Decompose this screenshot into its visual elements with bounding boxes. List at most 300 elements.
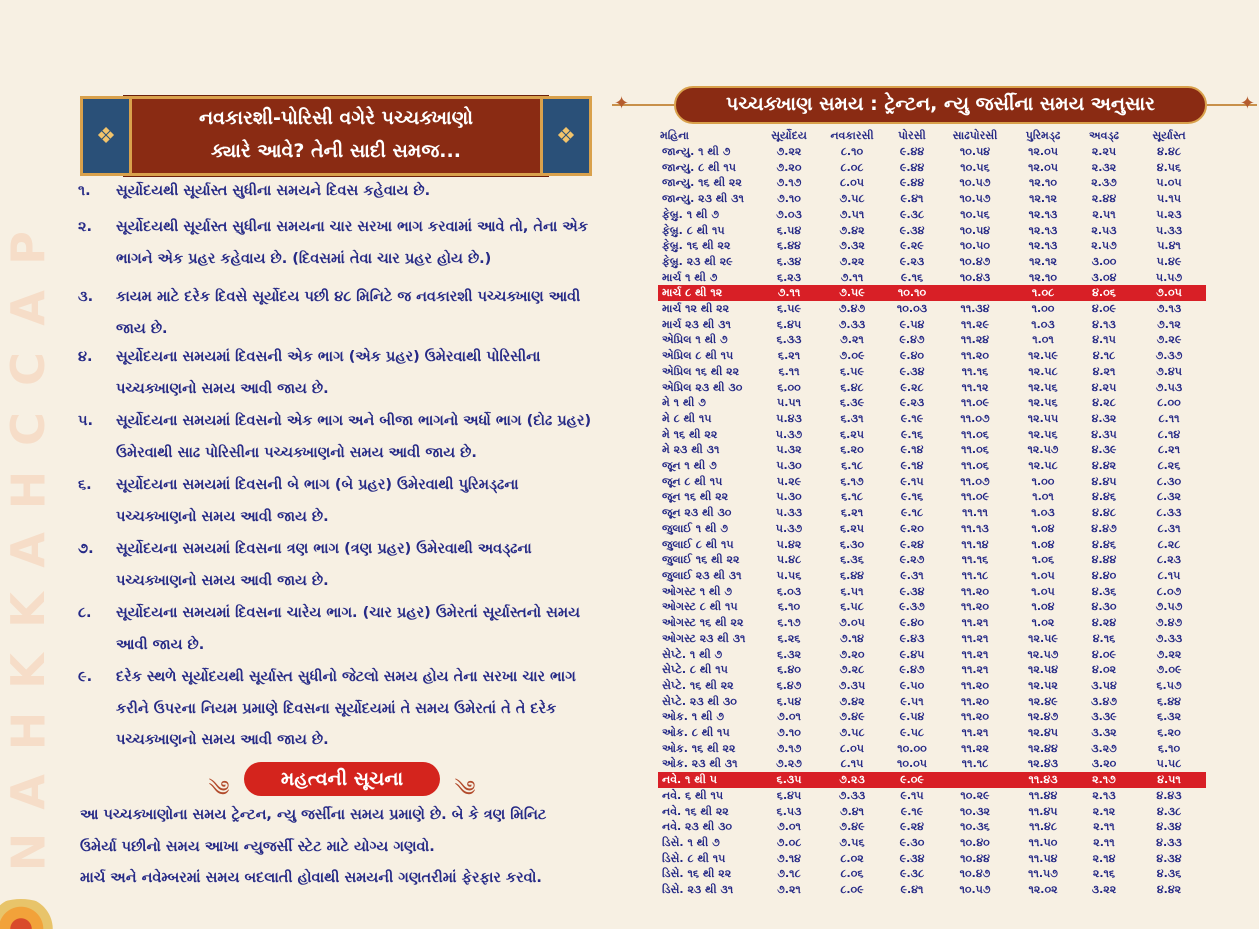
month-cell: સેપ્ટે. ૮ થી ૧૫ <box>662 663 728 677</box>
swirl-ornament-icon: ༄ <box>454 777 476 802</box>
month-cell: ડિસે. ૮ થી ૧૫ <box>662 851 726 865</box>
time-cell: ૯.૨૪ <box>900 820 924 834</box>
time-cell: ૯.૦૯ <box>884 772 940 788</box>
column-header: મહિના <box>660 128 689 142</box>
table-header-row <box>658 127 1206 144</box>
time-cell: ૯.૧૯ <box>900 804 924 818</box>
rule-text: સૂર્યોદયથી સૂર્યાસ્ત સુધીના સમયને દિવસ કહેવાય છે. <box>116 183 431 199</box>
time-cell: ૨.૧૭ <box>1076 772 1132 788</box>
time-cell: ૮.૩૦ <box>1156 474 1182 488</box>
time-cell: ૭.૧૨ <box>1157 317 1181 331</box>
notice-line: માર્ચ અને નવેમ્બરમાં સમય બદલાતી હોવાથી સમયની ગણતરીમાં ફેરફાર કરવો. <box>80 870 542 886</box>
time-cell: ૫.૫૮ <box>1156 757 1182 771</box>
month-cell: એપ્રિલ ૨૩ થી ૩૦ <box>662 380 743 394</box>
time-cell: ૬.૫૯ <box>839 364 865 378</box>
time-cell: ૭.૧૪ <box>776 851 802 865</box>
table-row <box>658 662 1206 678</box>
time-cell: ૭.૧૩ <box>1156 302 1182 316</box>
time-cell: ૮.૩૩ <box>1156 506 1182 520</box>
month-cell: એપ્રિલ ૮ થી ૧૫ <box>662 349 734 363</box>
time-cell: ૪.૩૬ <box>1091 584 1117 598</box>
time-cell: ૬.૧૭ <box>840 474 864 488</box>
time-cell: ૭.૨૮ <box>839 663 865 677</box>
time-cell: ૧૧.૨૦ <box>960 710 990 724</box>
time-cell: ૮.૦૯ <box>840 883 864 897</box>
time-cell: ૨.૧૨ <box>1092 804 1116 818</box>
time-cell: ૪.૦૨ <box>1091 663 1117 677</box>
time-cell: ૩.૦૪ <box>1091 270 1117 284</box>
time-cell: ૭.૪૯ <box>839 820 865 834</box>
time-cell: ૧૧.૧૩ <box>961 521 989 535</box>
time-cell: ૧૨.૫૭ <box>1027 443 1059 457</box>
table-row <box>658 772 1206 788</box>
time-cell: ૪.૩૫ <box>1091 427 1117 441</box>
table-row <box>658 411 1206 427</box>
time-cell: ૧૧.૪૪ <box>1028 788 1058 802</box>
table-row <box>658 254 1206 270</box>
time-cell: ૯.૪૭ <box>899 663 925 677</box>
month-cell: ઓક. ૧૬ થી ૨૨ <box>662 741 736 755</box>
time-cell: ૬.૧૮ <box>841 459 863 473</box>
time-cell: ૪.૪૬ <box>1092 537 1116 551</box>
title-text <box>138 102 534 168</box>
time-cell: ૯.૧૬ <box>900 427 924 441</box>
table-row <box>658 223 1206 239</box>
month-cell: સેપ્ટે. ૧ થી ૭ <box>662 647 723 661</box>
time-cell: ૪.૨૫ <box>1091 380 1117 394</box>
time-cell: ૪.૧૩ <box>1092 317 1116 331</box>
time-cell: ૪.૦૯ <box>1091 647 1117 661</box>
time-cell: ૨.૩૭ <box>1091 176 1117 190</box>
time-cell: ૯.૪૪ <box>899 160 925 174</box>
time-cell: ૧.૦૫ <box>1031 584 1055 598</box>
time-cell: ૫.૪૧ <box>1157 239 1181 253</box>
time-cell: ૬.૧૦ <box>777 600 801 614</box>
month-cell: જુલાઈ ૮ થી ૧૫ <box>662 537 734 551</box>
month-cell: જાન્યુ. ૧ થી ૭ <box>662 145 731 158</box>
table-row <box>658 647 1206 663</box>
time-cell: ૧.૦૨ <box>1031 616 1055 630</box>
time-cell: ૧૨.૧૦ <box>1028 270 1058 284</box>
month-cell: ડિસે. ૧ થી ૭ <box>662 835 720 849</box>
time-cell: ૯.૩૪ <box>899 851 925 865</box>
time-cell: ૩.૩૯ <box>1091 710 1117 724</box>
flower-decoration-icon <box>0 899 64 929</box>
time-cell: ૯.૩૪ <box>899 364 925 378</box>
time-cell: ૪.૪૮ <box>1092 506 1116 520</box>
rule-text: દરેક સ્થળે સૂર્યોદયથી સૂર્યાસ્ત સુધીનો જેટલો સમય હોય તેના સરખા ચાર ભાગ કરીને ઉપરના નિયમ પ્રમાણે દિવસના સૂર્યોદયમાં તે સમય ઉમેરતાં તે તે દરેક પચ્ચક્ખાણનો સમય આવી જાય છે. <box>116 669 576 748</box>
time-cell: ૪.૧૫ <box>1092 333 1116 347</box>
time-cell: ૬.૨૦ <box>1157 726 1181 740</box>
time-cell: ૮.૩૧ <box>1157 521 1181 535</box>
time-cell: ૧.૦૦ <box>1031 302 1055 316</box>
time-cell: ૭.૪૯ <box>839 710 865 724</box>
time-cell: ૧.૦૩ <box>1031 317 1055 331</box>
time-cell: ૧૨.૧૩ <box>1028 239 1058 253</box>
time-cell: ૧૦.૫૪ <box>959 223 991 237</box>
time-cell: ૮.૦૫ <box>839 741 865 755</box>
time-cell: ૪.૧૬ <box>1092 631 1116 645</box>
time-cell: ૯.૨૭ <box>899 553 925 567</box>
time-cell: ૭.૦૧ <box>777 710 801 724</box>
table-row <box>658 631 1206 647</box>
time-cell: ૮.૦૦ <box>1157 396 1181 410</box>
time-cell: ૧૦.૫૭ <box>959 192 991 206</box>
time-cell: ૭.૪૭ <box>1155 616 1183 630</box>
time-cell: ૪.૩૦ <box>1091 600 1117 614</box>
time-cell: ૧૧.૨૪ <box>960 333 990 347</box>
time-cell: ૧૦.૩૨ <box>960 804 990 818</box>
time-cell <box>940 772 1010 788</box>
time-cell: ૪.૪૫ <box>1091 474 1117 488</box>
time-cell: ૯.૨૪ <box>900 537 924 551</box>
time-cell: ૧૨.૫૯ <box>1028 631 1058 645</box>
month-cell: ડિસે. ૨૩ થી ૩૧ <box>662 883 734 897</box>
month-cell: મે ૮ થી ૧૫ <box>662 411 712 425</box>
table-row <box>658 505 1206 521</box>
time-cell: ૬.૩૦ <box>839 537 865 551</box>
time-cell: ૧૧.૨૧ <box>961 616 989 630</box>
time-cell: ૭.૦૮ <box>776 835 802 849</box>
watermark-letter: H <box>1 470 55 509</box>
time-cell: ૪.૨૧ <box>1092 364 1116 378</box>
time-cell: ૧૧.૨૨ <box>961 741 989 755</box>
column-header: પુરિમડ્ઢ <box>1025 128 1061 142</box>
time-cell: ૧૨.૫૪ <box>1027 663 1059 677</box>
time-cell: ૬.૨૩ <box>776 270 802 284</box>
rule-number: ૭. <box>78 541 94 557</box>
month-cell: જાન્યુ. ૮ થી ૧૫ <box>662 160 737 174</box>
time-cell: ૫.૦૫ <box>1156 176 1182 190</box>
time-cell: ૧૨.૦૫ <box>1028 160 1058 174</box>
time-cell: ૬.૪૪ <box>840 568 864 582</box>
time-cell: ૪.૧૮ <box>1092 349 1116 363</box>
time-cell: ૬.૨૫ <box>839 521 865 535</box>
time-cell: ૫.૨૯ <box>776 474 802 488</box>
time-cell: ૯.૩૮ <box>899 207 925 221</box>
time-cell: ૧૦.૫૬ <box>960 160 990 174</box>
month-cell: સેપ્ટે. ૨૩ થી ૩૦ <box>662 694 737 708</box>
time-cell: ૭.૨૦ <box>839 647 865 661</box>
time-cell: ૬.૩૨ <box>776 647 802 661</box>
time-cell: ૪.૦૯ <box>1091 302 1117 316</box>
time-cell: ૯.૨૯ <box>900 239 924 253</box>
time-cell: ૪.૪૬ <box>1092 490 1116 504</box>
time-cell: ૭.૧૦ <box>777 192 801 206</box>
time-cell: ૧૧.૫૭ <box>1028 867 1058 881</box>
time-cell: ૧૧.૦૭ <box>960 474 990 488</box>
time-cell: ૭.૫૭ <box>1155 600 1183 614</box>
column-header: અવડ્ઢ <box>1089 128 1119 142</box>
time-cell: ૬.૫૪ <box>776 694 802 708</box>
time-cell: ૧૨.૪૩ <box>1027 757 1059 771</box>
time-cell: ૧૧.૨૦ <box>960 349 990 363</box>
time-cell: ૬.૩૪ <box>776 254 802 268</box>
time-cell: ૬.૫૧ <box>840 584 864 598</box>
time-cell: ૭.૫૧ <box>839 207 865 221</box>
table-row <box>658 552 1206 568</box>
month-cell: ફેબ્રુ. ૮ થી ૧૫ <box>662 223 725 237</box>
time-cell: ૮.૦૨ <box>840 851 864 865</box>
time-cell: ૧૧.૨૦ <box>960 600 990 614</box>
month-cell: જાન્યુ. ૨૩ થી ૩૧ <box>662 192 744 206</box>
time-cell: ૬.૫૯ <box>776 302 802 316</box>
month-cell: નવે. ૧૬ થી ૨૨ <box>662 804 729 818</box>
time-cell: ૬.૫૪ <box>776 223 802 237</box>
time-cell: ૪.૪૮ <box>1157 145 1181 158</box>
time-cell: ૫.૧૫ <box>1156 192 1182 206</box>
time-cell: ૪.૪૪ <box>1091 553 1117 567</box>
time-cell: ૧.૦૧ <box>1032 490 1054 504</box>
table-title-banner <box>612 86 1257 124</box>
watermark-letter: C <box>0 351 55 386</box>
time-cell: ૧૨.૪૪ <box>1028 741 1058 755</box>
time-cell: ૨.૧૬ <box>1092 867 1116 881</box>
table-row <box>658 285 1206 301</box>
table-row <box>658 835 1206 851</box>
time-cell: ૭.૩૨ <box>839 239 865 253</box>
time-cell: ૯.૧૫ <box>900 474 924 488</box>
time-cell: ૫.૩૦ <box>776 459 802 473</box>
time-cell: ૭.૨૧ <box>777 883 801 897</box>
time-cell: ૮.૧૫ <box>840 757 864 771</box>
time-cell: ૧૦.૪૪ <box>960 851 990 865</box>
time-cell: ૪.૪૦ <box>1091 568 1117 582</box>
time-cell: ૧૨.૪૯ <box>1028 694 1058 708</box>
time-cell: ૯.૫૧ <box>900 694 924 708</box>
time-cell: ૭.૪૭ <box>838 302 866 316</box>
time-cell: ૭.૨૯ <box>1156 333 1182 347</box>
time-cell: ૬.૫૮ <box>840 600 864 614</box>
table-row <box>658 380 1206 396</box>
table-row <box>658 741 1206 757</box>
time-cell: ૮.૩૨ <box>1156 490 1181 504</box>
time-cell: ૧૨.૫૭ <box>1027 647 1059 661</box>
time-cell: ૫.૨૩ <box>1156 207 1182 221</box>
time-cell: ૯.૩૧ <box>900 568 924 582</box>
time-cell: ૧૧.૨૦ <box>960 584 990 598</box>
rule-number: ૮. <box>78 605 92 621</box>
time-cell: ૬.૧૮ <box>841 490 863 504</box>
time-cell: ૫.૫૭ <box>1155 270 1183 284</box>
time-cell: ૧૧.૧૮ <box>961 568 989 582</box>
time-cell: ૧૨.૫૬ <box>1028 380 1058 394</box>
time-cell: ૪.૩૬ <box>1156 867 1182 881</box>
month-cell: જુલાઈ ૧ થી ૭ <box>662 521 729 535</box>
side-watermark-word <box>2 225 54 875</box>
ornament-icon: ✦ <box>614 93 630 114</box>
month-cell: ડિસે. ૧૬ થી ૨૨ <box>662 867 732 881</box>
time-cell: ૯.૪૫ <box>899 647 925 661</box>
time-cell: ૬.૩૧ <box>840 411 864 425</box>
time-cell: ૧.૦૪ <box>1031 600 1055 614</box>
time-cell: ૭.૫૯ <box>820 285 884 301</box>
time-cell: ૯.૧૯ <box>900 411 924 425</box>
swirl-ornament-icon: ༄ <box>208 777 230 802</box>
time-cell: ૬.૪૦ <box>777 663 801 677</box>
time-cell: ૪.૦૬ <box>1076 285 1132 301</box>
table-row <box>658 238 1206 254</box>
month-cell: માર્ચ ૨૩ થી ૩૧ <box>662 317 731 331</box>
table-row <box>658 160 1206 176</box>
time-cell: ૮.૨૮ <box>1157 537 1181 551</box>
time-cell: ૧૧.૧૬ <box>961 553 989 567</box>
time-cell: ૬.૨૧ <box>777 349 801 363</box>
time-cell: ૯.૫૪ <box>899 710 925 724</box>
time-cell: ૧૧.૫૪ <box>1028 851 1058 865</box>
table-row <box>658 175 1206 191</box>
month-cell: માર્ચ ૮ થી ૧૨ <box>658 285 758 301</box>
month-cell: ઓક. ૧ થી ૭ <box>662 710 725 724</box>
time-cell: ૭.૫૬ <box>839 835 865 849</box>
time-cell: ૩.૨૦ <box>1091 757 1117 771</box>
time-cell: ૭.૪૨ <box>839 223 865 237</box>
time-cell: ૧૧.૨૦ <box>960 694 990 708</box>
time-cell: ૩.૩૨ <box>1091 726 1117 740</box>
time-cell: ૧૦.૦૩ <box>896 302 928 316</box>
time-cell: ૬.૫૭ <box>1156 678 1182 692</box>
time-cell: ૭.૪૫ <box>1156 364 1182 378</box>
title-line-2: ક્યારે આવે? તેની સાદી સમજ... <box>211 140 461 162</box>
time-cell: ૨.૧૪ <box>1092 851 1116 865</box>
time-cell: ૧૧.૧૨ <box>961 380 989 394</box>
month-cell: જૂન ૨૩ થી ૩૦ <box>662 506 732 520</box>
time-cell: ૯.૨૮ <box>900 380 924 394</box>
time-cell: ૯.૪૧ <box>900 883 924 897</box>
time-cell: ૨.૧૩ <box>1092 788 1116 802</box>
time-cell: ૪.૨૮ <box>1092 396 1116 410</box>
time-cell: ૧૧.૦૯ <box>960 490 990 504</box>
time-cell: ૫.૪૩ <box>776 411 802 425</box>
table-row <box>658 301 1206 317</box>
time-cell: ૭.૩૩ <box>838 317 866 331</box>
month-cell: જાન્યુ. ૧૬ થી ૨૨ <box>662 176 742 190</box>
rule-number: ૪. <box>78 349 93 365</box>
time-cell: ૯.૩૭ <box>899 600 925 614</box>
time-cell: ૭.૧૪ <box>839 631 865 645</box>
month-cell: ઓક. ૨૩ થી ૩૧ <box>662 757 738 771</box>
table-row <box>658 804 1206 820</box>
month-cell: એપ્રિલ ૧ થી ૭ <box>662 333 728 347</box>
time-cell: ૯.૧૪ <box>900 443 924 457</box>
time-cell: ૨.૧૧ <box>1093 835 1115 849</box>
time-cell: ૧૦.૨૯ <box>960 788 990 802</box>
time-cell: ૯.૩૪ <box>899 584 925 598</box>
month-cell: માર્ચ ૧ થી ૭ <box>662 270 718 284</box>
watermark-letter: K <box>1 652 55 689</box>
notice-line: ઉમેર્યા પછીનો સમય આખા ન્યુજર્સી સ્ટેટ માટે યોગ્ય ગણવો. <box>80 838 435 855</box>
table-row <box>658 489 1206 505</box>
table-row <box>658 537 1206 553</box>
month-cell: જૂન ૧ થી ૭ <box>662 459 717 473</box>
time-cell: ૧૨.૦૫ <box>1028 145 1058 158</box>
time-cell: ૯.૧૬ <box>900 270 924 284</box>
table-row <box>658 709 1206 725</box>
time-cell: ૧૧.૦૬ <box>961 427 989 441</box>
time-cell: ૧૨.૧૨ <box>1029 254 1057 268</box>
time-cell: ૭.૧૦ <box>777 726 801 740</box>
ornament-icon: ❖ <box>540 96 592 176</box>
time-cell: ૮.૦૮ <box>840 160 864 174</box>
table-row <box>658 427 1206 443</box>
time-cell: ૬.૩૨ <box>1156 710 1182 724</box>
notice-text <box>80 800 600 895</box>
time-cell: ૭.૧૧ <box>758 285 820 301</box>
time-cell: ૨.૨૫ <box>1091 145 1117 158</box>
rule-number: ૨. <box>78 219 93 235</box>
time-cell: ૧૧.૨૧ <box>961 647 989 661</box>
time-cell: ૨.૫૩ <box>1091 223 1117 237</box>
time-cell: ૯.૧૮ <box>900 506 924 520</box>
table-row <box>658 694 1206 710</box>
rule-text: સૂર્યોદયથી સૂર્યાસ્ત સુધીના સમયના ચાર સરખા ભાગ કરવામાં આવે તો, તેના એક ભાગને એક પ્રહર કહેવાય છે. (દિવસમાં તેવા ચાર પ્રહર હોય છે.) <box>116 219 588 267</box>
time-cell: ૫.૪૨ <box>776 537 802 551</box>
table-row <box>658 207 1206 223</box>
time-cell: ૧૧.૧૮ <box>961 757 989 771</box>
time-cell: ૭.૪૨ <box>839 694 865 708</box>
time-cell: ૧૧.૦૬ <box>961 443 989 457</box>
time-cell: ૬.૪૪ <box>1157 694 1181 708</box>
time-cell: ૭.૧૮ <box>777 867 801 881</box>
watermark-letter: H <box>1 711 55 751</box>
time-cell: ૮.૧૧ <box>1158 411 1180 425</box>
time-cell: ૮.૨૬ <box>1157 459 1181 473</box>
time-cell: ૬.૧૦ <box>1157 741 1181 755</box>
month-cell: જુલાઈ ૨૩ થી ૩૧ <box>662 568 742 582</box>
time-cell: ૭.૧૭ <box>776 176 802 190</box>
rule-text: સૂર્યોદયના સમયમાં દિવસના ચારેય ભાગ. (ચાર પ્રહર) ઉમેરતાં સૂર્યાસ્તનો સમય આવી જાય છે. <box>116 605 581 653</box>
time-cell: ૧૧.૦૭ <box>960 411 990 425</box>
time-cell: ૧૧.૨૧ <box>961 631 989 645</box>
rule-text: સૂર્યોદયના સમયમાં દિવસની એક ભાગ (એક પ્રહર) ઉમેરવાથી પોરિસીના પચ્ચક્ખાણનો સમય આવી જાય છે. <box>116 349 541 397</box>
time-cell: ૬.૦૩ <box>776 584 802 598</box>
watermark-letter: A <box>0 532 55 568</box>
time-cell: ૧૦.૦૦ <box>897 741 927 755</box>
month-cell: મે ૧૬ થી ૨૨ <box>662 427 718 441</box>
table-row <box>658 364 1206 380</box>
time-cell: ૧૦.૫૬ <box>960 207 990 221</box>
time-cell: ૭.૩૩ <box>838 788 866 802</box>
time-cell: ૧૨.૦૨ <box>1028 883 1058 897</box>
column-header: સૂર્યાસ્ત <box>1152 128 1186 142</box>
rule-number: ૯. <box>78 669 93 685</box>
time-cell: ૮.૧૪ <box>1157 427 1181 441</box>
time-cell: ૧૦.૫૦ <box>959 239 991 253</box>
time-cell: ૫.૩૭ <box>775 521 803 535</box>
table-row <box>658 866 1206 882</box>
table-row <box>658 348 1206 364</box>
time-cell: ૭.૩૫ <box>838 678 866 692</box>
column-header: પોરસી <box>898 128 926 142</box>
time-cell: ૧૨.૫૬ <box>1028 427 1058 441</box>
time-cell: ૧.૦૩ <box>1031 506 1055 520</box>
table-row <box>658 474 1206 490</box>
month-cell: ઓગસ્ટ ૮ થી ૧૫ <box>662 600 738 614</box>
time-cell: ૬.૧૭ <box>777 616 801 630</box>
time-cell: ૬.૨૫ <box>839 427 865 441</box>
time-cell: ૧૦.૫૪ <box>959 145 991 158</box>
time-cell: ૧૨.૫૮ <box>1028 459 1058 473</box>
table-row <box>658 521 1206 537</box>
time-cell: ૬.૧૧ <box>778 364 800 378</box>
time-cell: ૮.૦૫ <box>839 176 865 190</box>
time-cell: ૭.૨૦ <box>776 160 802 174</box>
watermark-letter: A <box>0 290 55 327</box>
time-cell: ૧.૦૮ <box>1010 285 1076 301</box>
time-cell: ૧૨.૪૭ <box>1027 710 1059 724</box>
time-cell: ૧૨.૫૮ <box>1028 364 1058 378</box>
rule-text: સૂર્યોદયના સમયમાં દિવસની બે ભાગ (બે પ્રહર) ઉમેરવાથી પુરિમડ્ઢના પચ્ચક્ખાણનો સમય આવી જાય છે. <box>116 477 519 525</box>
